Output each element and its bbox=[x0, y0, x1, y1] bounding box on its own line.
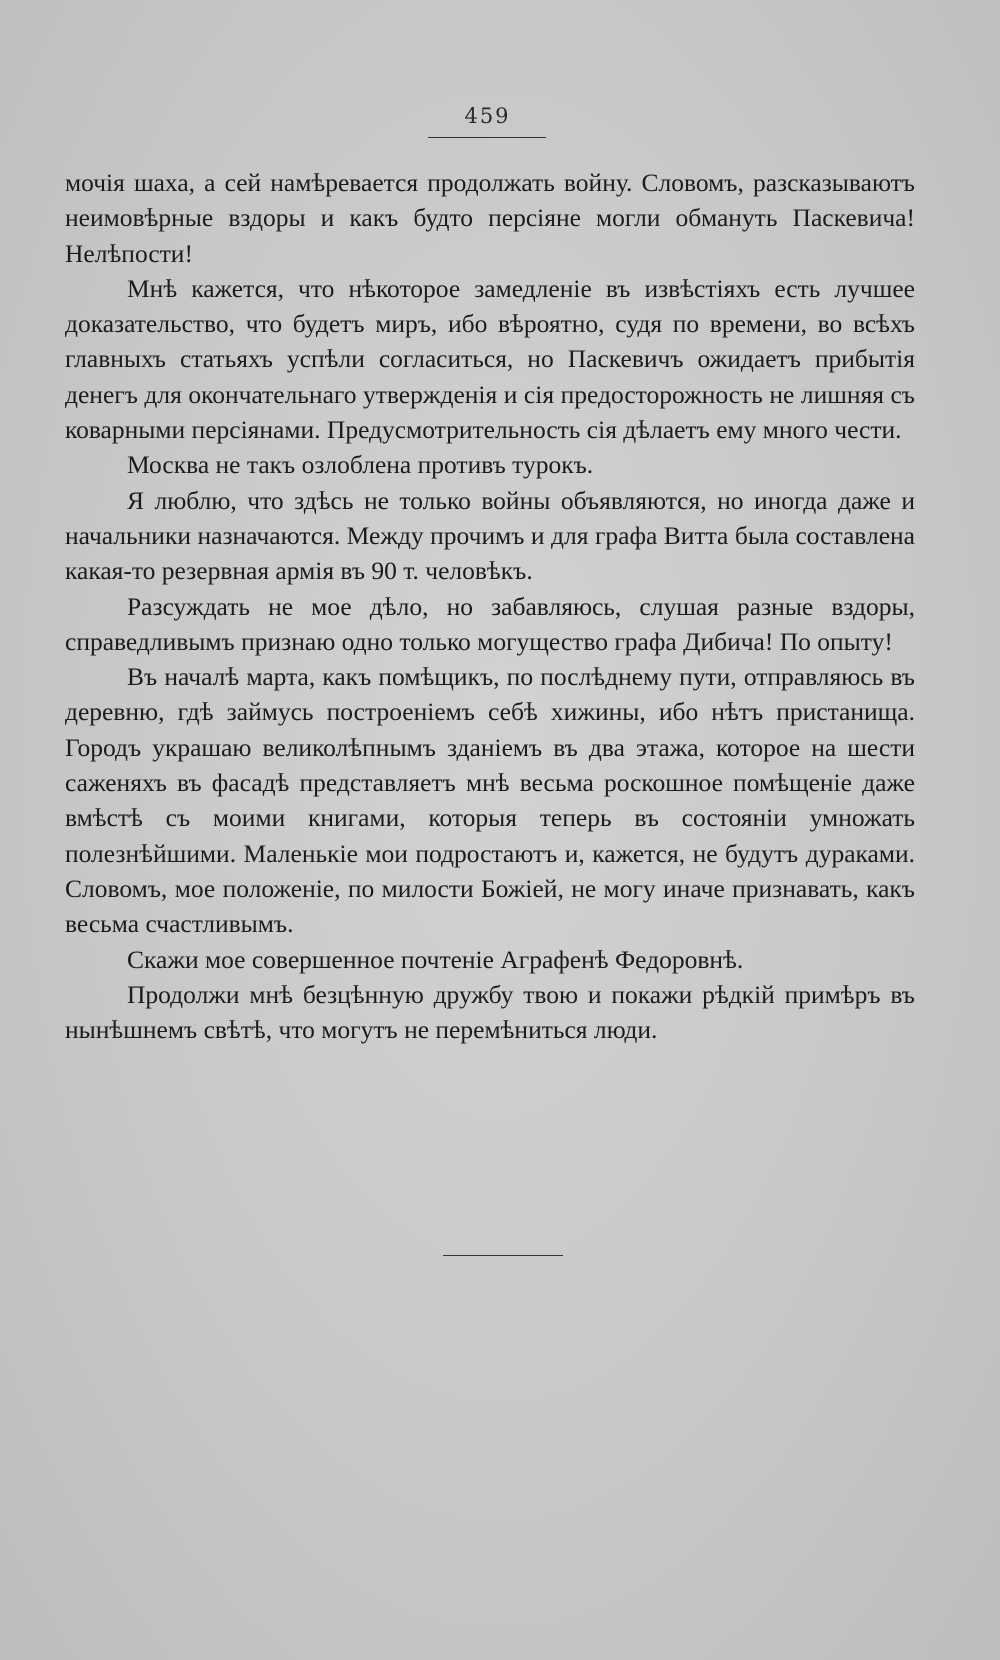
paragraph: Въ началѣ марта, какъ помѣщикъ, по послѣднему пути, отправляюсь въ деревню, гдѣ займусь построеніемъ себѣ хижины, ибо нѣтъ пристанища. Городъ украшаю великолѣпнымъ зданіемъ въ два этажа, которое на шести саженяхъ въ фасадѣ представляетъ мнѣ весьма роскошное помѣщеніе даже вмѣстѣ съ моими книгами, которыя теперь въ состояніи умножать полезнѣйшими. Маленькіе мои подростаютъ и, кажется, не будутъ дураками. Словомъ, мое положеніе, по милости Божіей, не могу иначе признавать, какъ весьма счастливымъ. bbox=[65, 662, 915, 939]
paragraph: Разсуждать не мое дѣло, но забавляюсь, слушая разные вздоры, справедливымъ признаю одно только могущество графа Дибича! По опыту! bbox=[65, 591, 915, 656]
body-text bbox=[65, 165, 915, 1047]
end-rule bbox=[443, 1255, 563, 1256]
paragraph: Продолжи мнѣ безцѣнную дружбу твою и покажи рѣдкій примѣръ въ нынѣшнемъ свѣтѣ, что могутъ не перемѣниться люди. bbox=[65, 979, 915, 1045]
paragraph: Мнѣ кажется, что нѣкоторое замедленіе въ извѣстіяхъ есть лучшее доказательство, что будетъ миръ, ибо вѣроятно, судя по времени, во всѣхъ главныхъ статьяхъ успѣли согласиться, но Паскевичъ ожидаетъ прибытія денегъ для окончательнаго утвержденія и сія предосторожность не лишняя съ коварными персіянами. Предусмотрительность сія дѣлаетъ ему много чести. bbox=[65, 273, 915, 445]
paragraph: Скажи мое совершенное почтеніе Аграфенѣ Федоровнѣ. bbox=[127, 944, 744, 974]
paragraph: Я люблю, что здѣсь не только войны объявляются, но иногда даже и начальники назначаются. Между прочимъ и для графа Витта была составлена какая-то резервная армія въ 90 т. человѣкъ. bbox=[65, 485, 915, 586]
header-rule bbox=[428, 137, 546, 138]
paragraph: мочія шаха, а сей намѣревается продолжать войну. Словомъ, разсказываютъ неимовѣрные вздоры и какъ будто персіяне могли обмануть Паскевича! Нелѣпости! bbox=[65, 168, 915, 268]
paragraph: Москва не такъ озлоблена противъ турокъ. bbox=[127, 450, 594, 480]
page-number: 459 bbox=[464, 104, 511, 128]
